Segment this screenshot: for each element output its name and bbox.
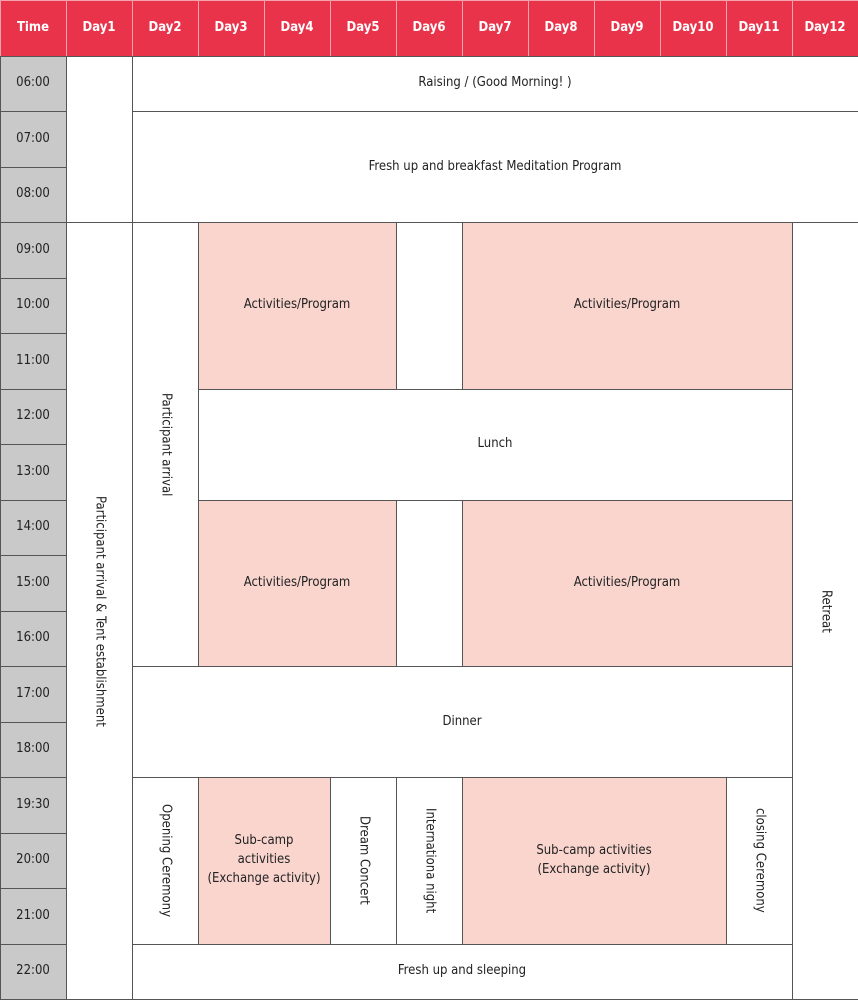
time-label: 19:30 [0, 777, 67, 834]
event-opening-ceremony: Opening Ceremony [132, 777, 199, 945]
subcamp-a-line-1: Sub-camp [234, 833, 294, 849]
header-day-1: Day1 [66, 0, 133, 57]
time-label: 21:00 [0, 888, 67, 945]
header-day-7: Day7 [462, 0, 529, 57]
header-day-4: Day4 [264, 0, 331, 57]
event-lunch: Lunch [198, 389, 793, 501]
header-day-12: Day12 [792, 0, 858, 57]
event-activities-morning-b: Activities/Program [462, 222, 793, 390]
event-subcamp-a [198, 777, 331, 945]
event-raising: Raising / (Good Morning! ) [132, 56, 858, 113]
time-label: 13:00 [0, 444, 67, 501]
event-closing-ceremony: closing Ceremony [726, 777, 793, 945]
event-activities-afternoon-b: Activities/Program [462, 500, 793, 668]
header-day-11: Day11 [726, 0, 793, 57]
time-label: 20:00 [0, 833, 67, 890]
event-activities-morning-a: Activities/Program [198, 222, 397, 390]
time-label: 22:00 [0, 944, 67, 1000]
event-day1-arrival: Participant arrival & Tent establishment [66, 222, 133, 1000]
subcamp-a-line-2: activities [237, 852, 291, 868]
header-day-8: Day8 [528, 0, 595, 57]
event-activities-afternoon-a: Activities/Program [198, 500, 397, 668]
header-day-9: Day9 [594, 0, 661, 57]
time-label: 07:00 [0, 111, 67, 168]
event-international-night: Internationa night [396, 777, 463, 945]
time-label: 17:00 [0, 666, 67, 723]
header-day-6: Day6 [396, 0, 463, 57]
subcamp-a-line-3: (Exchange activity) [207, 871, 321, 887]
time-label: 14:00 [0, 500, 67, 557]
day6-afternoon-empty [396, 500, 463, 668]
time-label: 09:00 [0, 222, 67, 279]
time-label: 10:00 [0, 278, 67, 335]
event-day2-arrival: Participant arrival [132, 222, 199, 667]
event-subcamp-b [462, 777, 727, 945]
time-label: 11:00 [0, 333, 67, 390]
time-label: 08:00 [0, 167, 67, 224]
event-dream-concert: Dream Concert [330, 777, 397, 945]
header-day-5: Day5 [330, 0, 397, 57]
header-time: Time [0, 0, 67, 57]
time-label: 06:00 [0, 56, 67, 113]
event-breakfast: Fresh up and breakfast Meditation Program [132, 111, 858, 223]
day1-morning-empty [66, 56, 133, 224]
subcamp-b-line-1: Sub-camp activities [536, 842, 652, 858]
time-label: 16:00 [0, 611, 67, 668]
event-sleeping: Fresh up and sleeping [132, 944, 793, 1000]
header-day-3: Day3 [198, 0, 265, 57]
header-day-2: Day2 [132, 0, 199, 57]
time-label: 12:00 [0, 389, 67, 446]
event-dinner: Dinner [132, 666, 793, 778]
day6-morning-empty [396, 222, 463, 390]
time-label: 15:00 [0, 555, 67, 612]
header-day-10: Day10 [660, 0, 727, 57]
time-label: 18:00 [0, 722, 67, 779]
subcamp-b-line-2: (Exchange activity) [537, 861, 651, 877]
event-retreat: Retreat [792, 222, 858, 1000]
